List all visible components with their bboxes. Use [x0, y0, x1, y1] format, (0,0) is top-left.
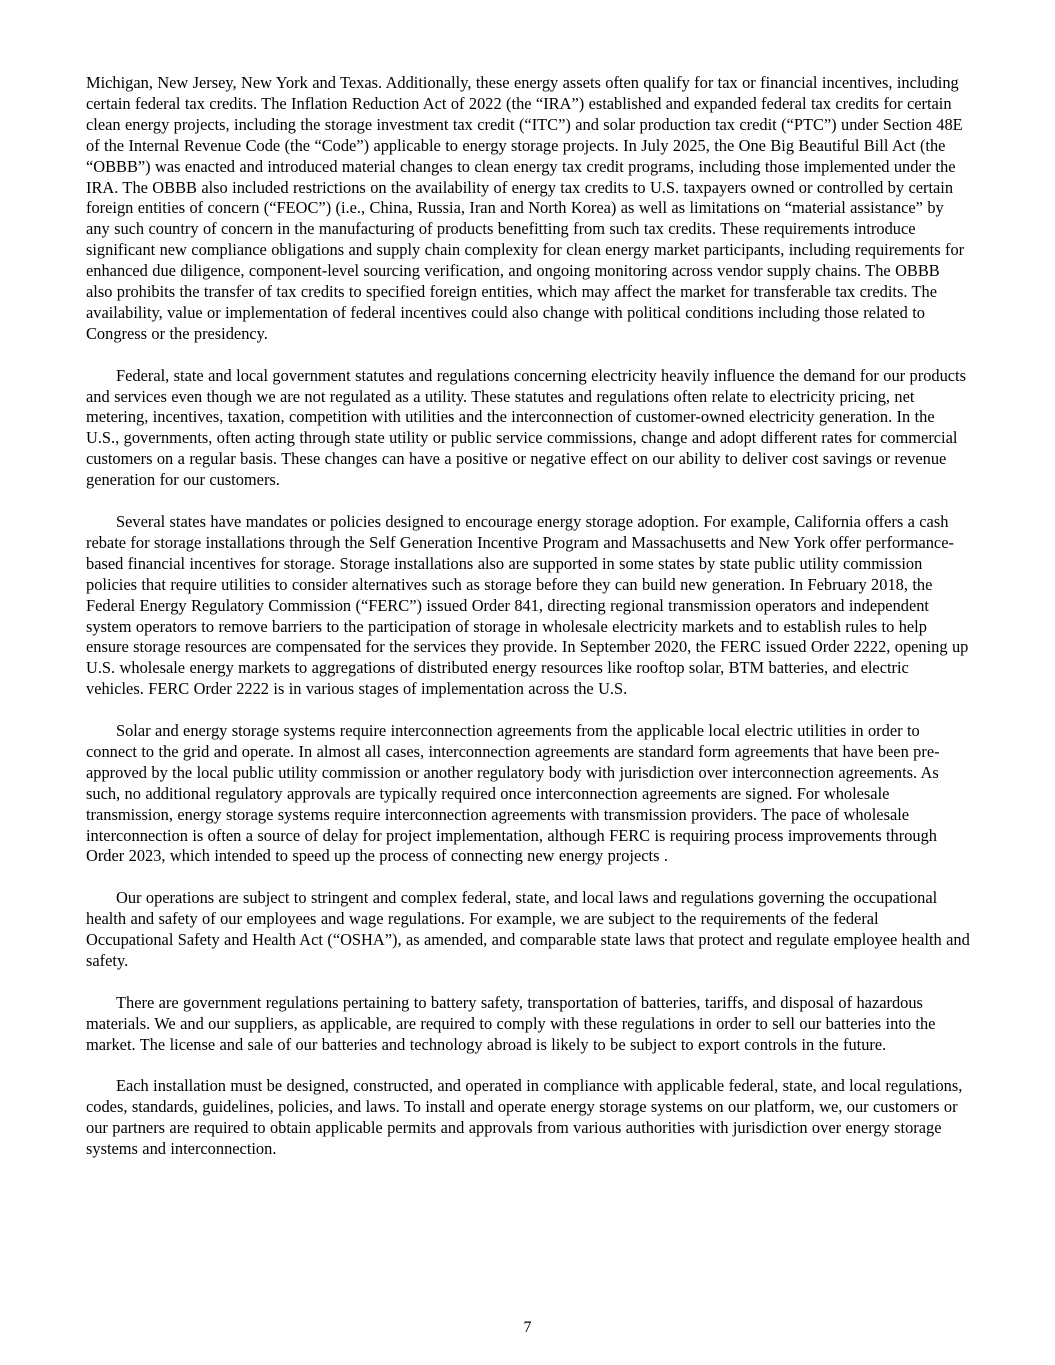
paragraph-continuation: Michigan, New Jersey, New York and Texas. Additionally, these energy assets often qualify for tax or financial incentives, including certain federal tax credits. The Inflation Reduction Act of 2022 (the “IRA”) established and expanded federal tax credits for certain clean energy projects, including the storage investment tax credit (“ITC”) and solar production tax credit (“PTC”) under Section 48E of the Internal Revenue Code (the “Code”) applicable to energy storage projects. In July 2025, the One Big Beautiful Bill Act (the “OBBB”) was enacted and introduced material changes to clean energy tax credit programs, including those implemented under the IRA. The OBBB also included restrictions on the availability of energy tax credits to U.S. taxpayers owned or controlled by certain foreign entities of concern (“FEOC”) (i.e., China, Russia, Iran and North Korea) as well as limitations on “material assistance” by any such country of concern in the manufacturing of products benefitting from such tax credits. These requirements introduce significant new compliance obligations and supply chain complexity for clean energy market participants, including requirements for enhanced due diligence, component-level sourcing verification, and ongoing monitoring across vendor supply chains. The OBBB also prohibits the transfer of tax credits to specified foreign entities, which may affect the market for transferable tax credits. The availability, value or implementation of federal incentives could also change with political conditions including those related to Congress or the presidency. — [86, 73, 965, 343]
paragraph: Federal, state and local government statutes and regulations concerning electricity heavily influence the demand for our products and services even though we are not regulated as a utility. These statutes and regulations often relate to electricity pricing, net metering, incentives, taxation, competition with utilities and the interconnection of customer-owned electricity generation. In the U.S., governments, often acting through state utility or public service commissions, change and adopt different rates for commercial customers on a regular basis. These changes can have a positive or negative effect on our ability to deliver cost savings or revenue generation for our customers. — [86, 365, 966, 490]
page-content — [86, 73, 970, 1181]
paragraph: Several states have mandates or policies designed to encourage energy storage adoption. For example, California offers a cash rebate for storage installations through the Self Generation Incentive Program and Massachusetts and New York offer performance-based financial incentives for storage. Storage installations also are supported in some states by state public utility commission policies that require utilities to consider alternatives such as storage before they can build new generation. In February 2018, the Federal Energy Regulatory Commission (“FERC”) issued Order 841, directing regional transmission operators and independent system operators to remove barriers to the participation of storage in wholesale electricity markets and to establish rules to help ensure storage resources are compensated for the services they provide. In September 2020, the FERC issued Order 2222, opening up U.S. wholesale energy markets to aggregations of distributed energy resources like rooftop solar, BTM batteries, and electric vehicles. FERC Order 2222 is in various stages of implementation across the U.S. — [86, 512, 969, 699]
paragraph: There are government regulations pertaining to battery safety, transportation of batteries, tariffs, and disposal of hazardous materials. We and our suppliers, as applicable, are required to comply with these regulations in order to sell our batteries into the market. The license and sale of our batteries and technology abroad is likely to be subject to export controls in the future. — [86, 992, 936, 1054]
paragraph: Solar and energy storage systems require interconnection agreements from the applicable local electric utilities in order to connect to the grid and operate. In almost all cases, interconnection agreements are standard form agreements that have been pre-approved by the local public utility commission or another regulatory body with jurisdiction over interconnection agreements. As such, no additional regulatory approvals are typically required once interconnection agreements are signed. For wholesale transmission, energy storage systems require interconnection agreements with transmission providers. The pace of wholesale interconnection is often a source of delay for project implementation, although FERC is requiring process improvements through Order 2023, which intended to speed up the process of connecting new energy projects . — [86, 721, 940, 866]
paragraph: Our operations are subject to stringent and complex federal, state, and local laws and regulations governing the occupational health and safety of our employees and wage regulations. For example, we are subject to the requirements of the federal Occupational Safety and Health Act (“OSHA”), as amended, and comparable state laws that protect and regulate employee health and safety. — [86, 888, 970, 970]
paragraph: Each installation must be designed, constructed, and operated in compliance with applicable federal, state, and local regulations, codes, standards, guidelines, policies, and laws. To install and operate energy storage systems on our platform, we, our customers or our partners are required to obtain applicable permits and approvals from various authorities with jurisdiction over energy storage systems and interconnection. — [86, 1076, 963, 1159]
page-number: 7 — [523, 1319, 532, 1336]
